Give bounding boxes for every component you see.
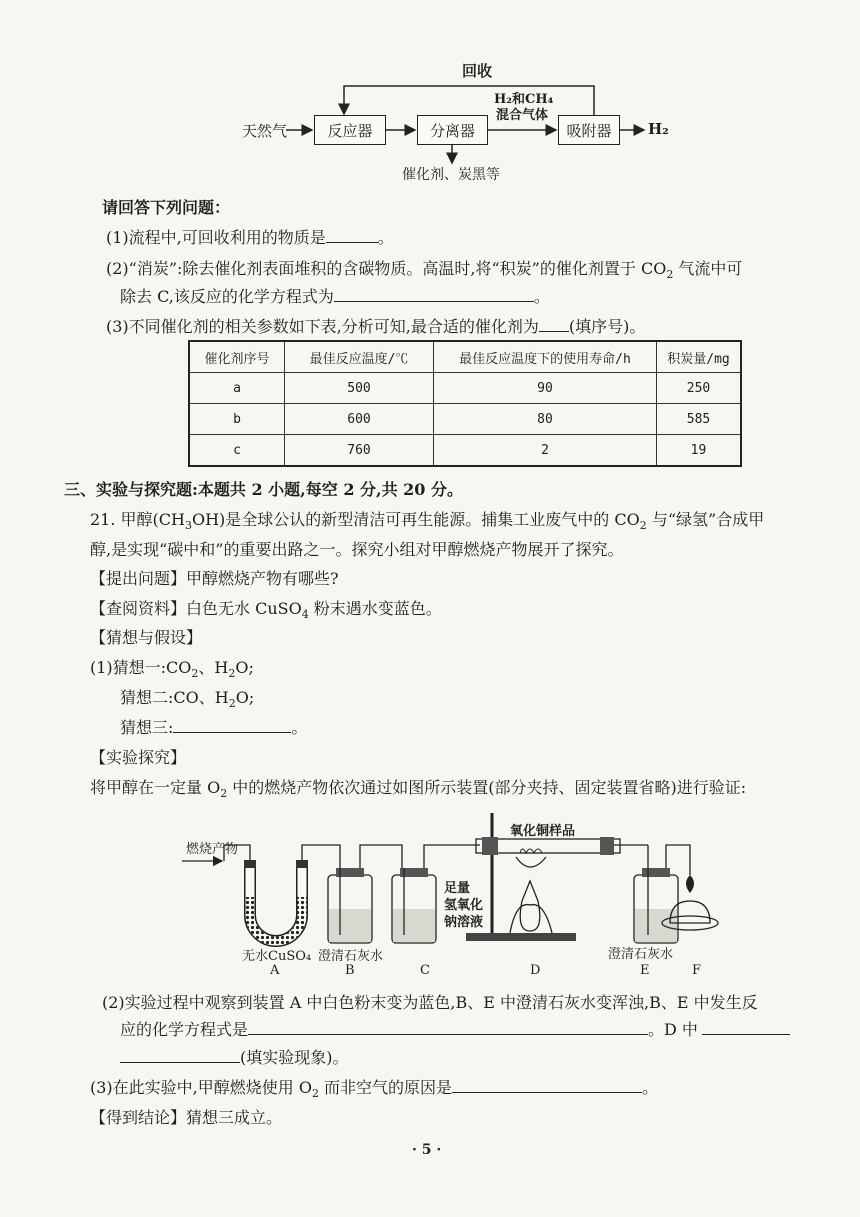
q21-line2: 醇,是实现“碳中和”的重要出路之一。探究小组对甲醇燃烧产物展开了探究。 xyxy=(90,540,624,559)
flow-arrows xyxy=(0,0,860,190)
q20-part3: (3)不同催化剂的相关参数如下表,分析可知,最合适的催化剂为 (填序号)。 xyxy=(106,317,646,336)
table-cell: c xyxy=(189,435,285,467)
table-cell: 2 xyxy=(434,435,657,467)
q21-reference: 【查阅资料】白色无水 CuSO$_4$ 粉末遇水变蓝色。 xyxy=(90,599,442,622)
label-b: B xyxy=(345,963,355,978)
q21-ask: 【提出问题】甲醇燃烧产物有哪些? xyxy=(90,569,339,588)
q21-part2-line2: 应的化学方程式是 。D 中 xyxy=(120,1018,790,1042)
answer-blank[interactable] xyxy=(539,315,569,332)
answer-blank[interactable] xyxy=(248,1018,648,1035)
cuo-label: 氧化铜样品 xyxy=(510,824,576,839)
burner-f xyxy=(662,875,718,930)
q21-conclusion: 【得到结论】猜想三成立。 xyxy=(90,1108,283,1127)
table-cell: 80 xyxy=(434,404,657,435)
table-cell: 90 xyxy=(434,373,657,404)
label-e: E xyxy=(640,963,650,978)
table-cell: b xyxy=(189,404,285,435)
e-reagent-label: 澄清石灰水 xyxy=(608,947,674,962)
naoh-label-1: 足量 xyxy=(444,881,471,896)
bottle-e xyxy=(634,845,690,943)
q21-part3: (3)在此实验中,甲醇燃烧使用 $O_2$ 而非空气的原因是 。 xyxy=(90,1078,659,1101)
q20-part2-line2: 除去 C,该反应的化学方程式为 。 xyxy=(120,287,550,306)
hypothesis-3: 猜想三: 。 xyxy=(120,718,308,737)
flow-input-label: 天然气 xyxy=(242,122,288,140)
table-cell: 250 xyxy=(657,373,742,404)
label-a: A xyxy=(270,963,280,978)
q21-line1: 21. 甲醇$(CH_3OH)$是全球公认的新型清洁可再生能源。捕集工业废气中的 $CO_2$ 与“绿氢”合成甲 xyxy=(90,510,765,533)
label-f: F xyxy=(692,963,702,978)
bottle-b xyxy=(328,845,402,943)
table-header: 最佳反应温度/℃ xyxy=(285,341,434,373)
answer-blank[interactable] xyxy=(334,285,534,302)
answer-blank[interactable] xyxy=(702,1018,790,1035)
gas-mixture-label-1: H₂和CH₄ xyxy=(494,92,554,107)
adsorber-box: 吸附器 xyxy=(558,115,620,145)
answer-blank[interactable] xyxy=(120,1046,240,1063)
hypothesis-1: (1)猜想一$:CO_2$、$H_2O$; xyxy=(90,658,254,681)
gas-mixture-label-2: 混合气体 xyxy=(496,108,549,123)
table-header: 积炭量/mg xyxy=(657,341,742,373)
q20-intro: 请回答下列问题： xyxy=(102,198,231,217)
answer-blank[interactable] xyxy=(452,1076,642,1093)
q21-part2-line3: (填实验现象)。 xyxy=(120,1046,349,1070)
q20-part1: (1)流程中,可回收利用的物质是 。 xyxy=(106,228,394,247)
table-cell: 585 xyxy=(657,404,742,435)
table-cell: 760 xyxy=(285,435,434,467)
naoh-label-2: 氢氧化 xyxy=(444,898,484,913)
reactor-box: 反应器 xyxy=(314,115,386,145)
q21-part2-line1: (2)实验过程中观察到装置 A 中白色粉末变为蓝色,B、E 中澄清石灰水变浑浊,B、E 中发生反 xyxy=(102,993,758,1012)
q21-experiment-title: 【实验探究】 xyxy=(90,748,187,767)
answer-blank[interactable] xyxy=(326,226,378,243)
hypothesis-2: 猜想二:CO、$H_2O$; xyxy=(120,688,255,711)
label-d: D xyxy=(530,963,541,978)
a-reagent-label: 无水CuSO₄ xyxy=(242,949,312,964)
table-header-row xyxy=(189,341,741,373)
flow-output-label: H₂ xyxy=(648,120,669,138)
product-label: 燃烧产物 xyxy=(186,842,239,857)
table-row xyxy=(189,435,741,467)
table-cell: 600 xyxy=(285,404,434,435)
q21-hypothesis-title: 【猜想与假设】 xyxy=(90,628,203,647)
section-3-title: 三、实验与探究题:本题共 2 小题,每空 2 分,共 20 分。 xyxy=(64,480,464,499)
separator-box: 分离器 xyxy=(417,115,488,145)
catalyst-table xyxy=(188,340,742,467)
table-header: 催化剂序号 xyxy=(189,341,285,373)
answer-blank[interactable] xyxy=(173,716,291,733)
table-header: 最佳反应温度下的使用寿命/h xyxy=(434,341,657,373)
u-tube-a xyxy=(224,845,308,941)
table-row xyxy=(189,404,741,435)
q21-experiment-desc: 将甲醇在一定量 $O_2$ 中的燃烧产物依次通过如图所示装置(部分夹持、固定装置省略)进行验证: xyxy=(90,778,747,801)
naoh-label-3: 钠溶液 xyxy=(444,915,484,930)
flow-recycle-label: 回收 xyxy=(462,62,493,80)
label-c: C xyxy=(420,963,430,978)
table-row xyxy=(189,373,741,404)
q20-part2-line1: (2)“消炭”:除去催化剂表面堆积的含碳物质。高温时,将“积炭”的催化剂置于 $CO_2$ 气流中可 xyxy=(106,259,743,282)
page-number: · 5 · xyxy=(412,1142,442,1158)
table-cell: a xyxy=(189,373,285,404)
table-cell: 19 xyxy=(657,435,742,467)
flow-byproduct-label: 催化剂、炭黑等 xyxy=(402,167,500,183)
b-reagent-label: 澄清石灰水 xyxy=(318,949,384,964)
table-cell: 500 xyxy=(285,373,434,404)
